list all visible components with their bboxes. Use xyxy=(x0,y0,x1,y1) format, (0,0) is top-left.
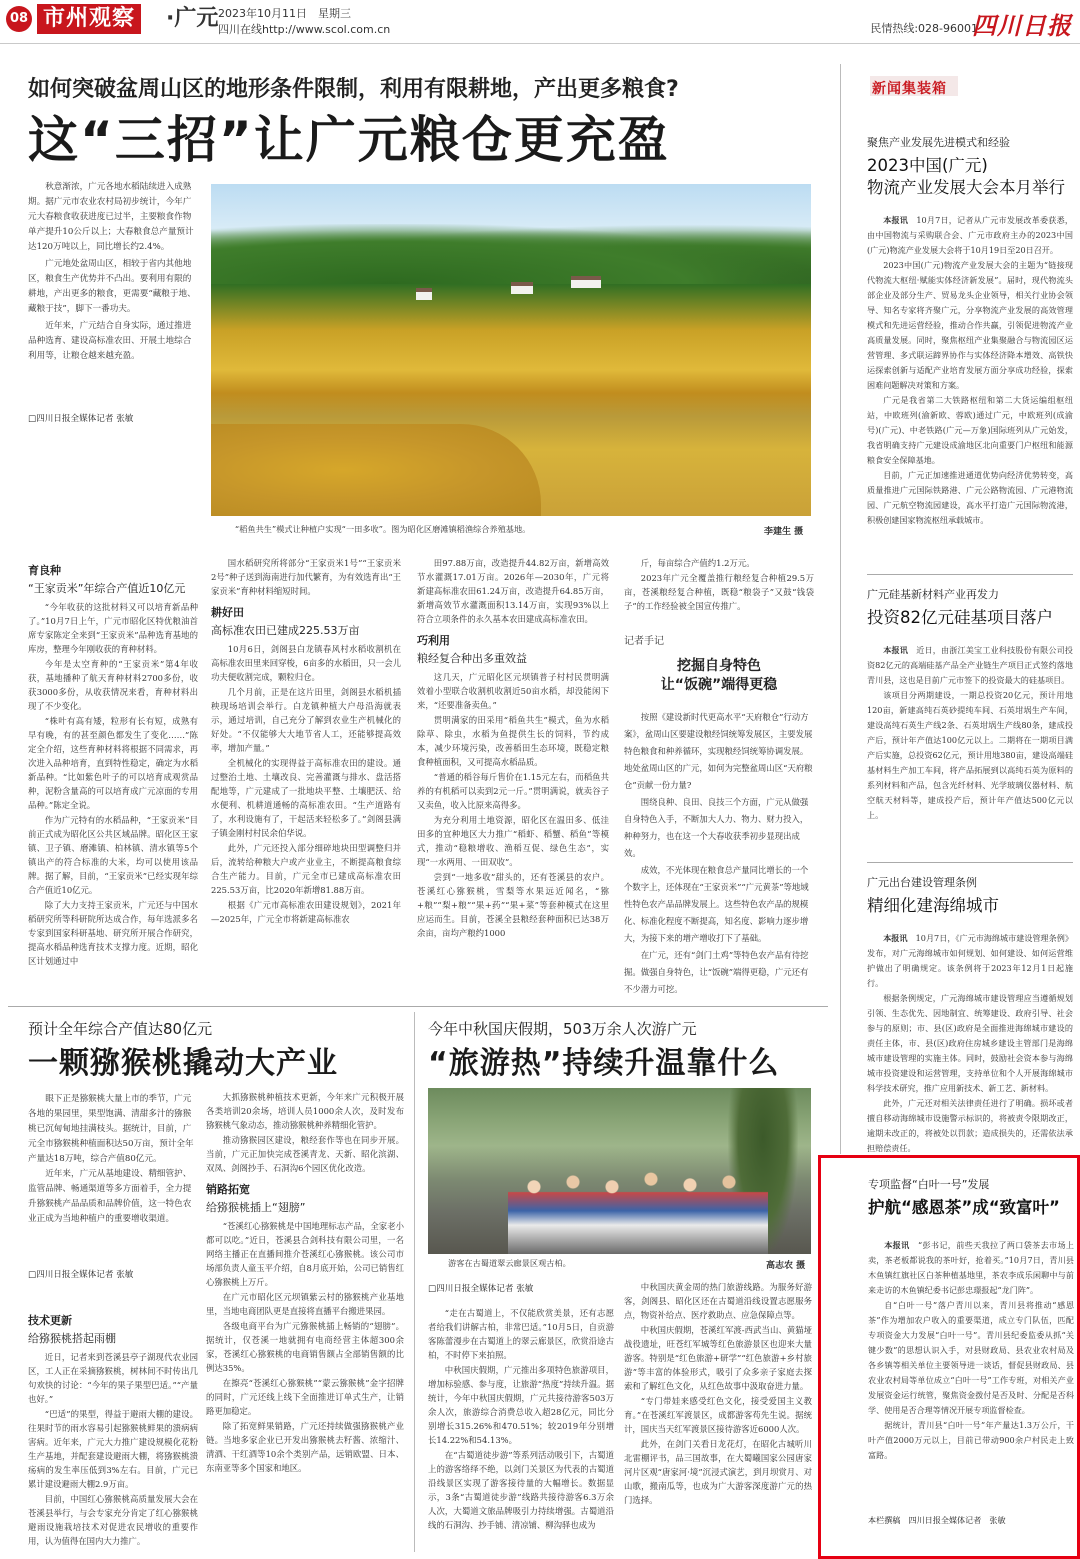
section-divider xyxy=(8,1006,828,1007)
hotline: 民情热线:028-96001 xyxy=(870,22,978,35)
boxed-kicker: 专项监督“白叶一号”发展 xyxy=(868,1178,990,1191)
kiwi-column-1 xyxy=(28,1306,198,1556)
paragraph: “苍溪红心猕猴桃是中国地理标志产品，全家老小都可以吃。”近日，苍溪县合剑科技有限公司里，一名网络主播正在直播间推介苍溪红心猕猴桃。该公司市场部负责人童玉平介绍，自8月底开始，公司已销售红心猕猴桃上万斤。 xyxy=(206,1221,404,1287)
paragraph: 此外，广元还对相关法律责任进行了明确。损坏或者擅自移动海绵城市设施警示标识的，将被责令限期改正，逾期未改正的，将被处以罚款；造成损失的，还需依法承担赔偿责任。 xyxy=(867,1098,1073,1153)
kiwi-headline: 一颗猕猴桃撬动大产业 xyxy=(28,1046,338,1081)
paragraph: 今年是太空育种的“王家贡米”第4年收获，基地播种了航天育种材料2700多份，收获3000多份，从收获情况来看，育种材料出现了不少变化。 xyxy=(28,659,198,711)
brief-title-line: 投资82亿元硅基项目落户 xyxy=(867,608,1053,627)
photo-hills xyxy=(211,224,811,284)
photo-crowd xyxy=(508,1158,768,1254)
paragraph: 围绕良种、良田、良技三个方面，广元从做强自身特色入手，不断加大人力、物力、财力投入，种种努力，也在这一个大春收获季初步显现出成效。 xyxy=(624,797,809,858)
main-headline: 这“三招”让广元粮仓更充盈 xyxy=(28,111,670,169)
lead-tag: 本报讯 xyxy=(884,1240,910,1250)
masthead xyxy=(0,0,1080,44)
lead-tag: 本报讯 xyxy=(883,933,908,943)
lead-paragraph: 秋意渐浓，广元各地水稻陆续进入成熟期。据广元市农业农村局初步统计，今年广元大春粮食收获进度已过半，主要粮食作物单产提升10公斤以上；大春粮食总产量预计达120万吨以上，同比增长约2.4%。 xyxy=(28,182,194,252)
paragraph: 中秋国庆假期，苍溪红军渡-西武当山、黄猫垭战役遗址，旺苍红军城等红色旅游景区也迎来大量游客。特别是“红色旅游+研学”“红色旅游+乡村旅游”等丰富的体验形式，吸引了众多亲子家庭去探索和了解红色文化，从红色故事中汲取奋进力量。 xyxy=(624,1325,812,1391)
brief-title-line: 物流产业发展大会本月举行 xyxy=(867,178,1065,197)
paragraph: 在广元市昭化区元坝镇紫云村的猕猴桃产业基地里，当地电商团队更是直接将直播平台搬进果园。 xyxy=(206,1292,404,1316)
paragraph: 作为广元特有的水稻品种，“王家贡米”目前正式成为昭化区公共区域品牌。昭化区王家镇、卫子镇、磨滩镇、柏林镇、清水镇等5个镇出产的符合标准的大米，均可以使用该品牌。据了解，目前，“王家贡米”已经实现年综合产值近10亿元。 xyxy=(28,815,198,895)
photo-caption: 游客在古蜀道翠云廊景区观古柏。 xyxy=(448,1258,571,1268)
column-divider xyxy=(840,64,841,1154)
tourists-photo xyxy=(428,1088,811,1254)
tourism-headline: “旅游热”持续升温靠什么 xyxy=(428,1046,780,1081)
paragraph: 此外，在剑门关看日龙花灯，在昭化古城听川北雷棚评书，品三国故事，在大蜀曦国家公园唐家河片区观“唐家河·境”沉浸式演艺，到月坝赏月、对山歌，搬南瓜等，也成为广大游客深度游广元的热门选择。 xyxy=(624,1439,812,1505)
photo-credit: 李建生 摄 xyxy=(764,527,804,537)
paragraph xyxy=(867,931,1073,991)
paragraph: 在广元，还有“剑门土鸡”等特色农产品有待挖掘。做强自身特色，让“饭碗”端得更稳，广元还有不少潜力可挖。 xyxy=(624,950,809,994)
photo-credit: 高志农 摄 xyxy=(766,1261,806,1271)
notes-label: 记者手记 xyxy=(624,636,664,647)
paragraph: 目前，广元正加速推进通道优势向经济优势转变，高质量推进广元国际铁路港、广元公路物流园、广元港物流园、广元航空物流园建设，高水平打造广元国际物流港，积极创建国家物流枢纽承载城市。 xyxy=(867,470,1073,525)
main-column-2 xyxy=(211,556,401,996)
brief-sponge-city xyxy=(867,874,1073,1153)
column-subhead-detail: 高标准农田已建成225.53万亩 xyxy=(211,624,360,637)
paragraph: 10月6日，剑阁县白龙镇春风村水稻收割机在高标准农田里来回穿梭，6亩多的水稻田，只一会儿功夫便收割完成，颗粒归仓。 xyxy=(211,644,401,682)
paragraph: 据统计，青川县“白叶一号”年产量达1.3万公斤，干叶产值2000万元以上，目前已带动900余户村民走上致富路。 xyxy=(868,1420,1074,1460)
brief-divider xyxy=(867,862,1073,863)
paragraph: 2023年广元全覆盖推行粮经复合种植29.5万亩，苍溪粮经复合种植，既稳“粮袋子”又鼓“钱袋子”的工作经验被全国宣传推广。 xyxy=(624,573,814,611)
column-subhead-detail: 给猕猴桃插上“翅膀” xyxy=(206,1201,306,1214)
paper-logo: 四川日报 xyxy=(972,11,1072,40)
paragraph: 大抓猕猴桃种植技术更新，今年来广元积极开展各类培训20余场，培训人员1000余人次，及时发布猕猴桃气象动态，推动猕猴桃种养精细化管护。 xyxy=(206,1092,404,1130)
kiwi-column-2 xyxy=(206,1090,404,1556)
main-byline: □四川日报全媒体记者 张敏 xyxy=(28,414,134,424)
column-subhead-detail: 粮经复合种出多重效益 xyxy=(417,652,527,665)
paragraph-text: 近日，由浙江美宝工业科技股份有限公司投资82亿元的高端硅基产品全产业链生产项目正式签约落地青川县，这也是目前广元市签下的投资最大的硅基项目。 xyxy=(867,645,1073,685)
reporter-notes xyxy=(624,632,814,1009)
paragraph: 在擦亮“苍溪红心猕猴桃”“蒙云猕猴桃”金字招牌的同时，广元还线上线下全面推进订单式生产，让销路更加稳定。 xyxy=(206,1378,404,1416)
tourism-column-1 xyxy=(428,1306,614,1556)
brief-title xyxy=(867,895,1073,917)
photo-pond xyxy=(211,424,541,516)
page-number: 08 xyxy=(6,6,32,32)
brief-kicker: 广元出台建设管理条例 xyxy=(867,876,977,889)
paragraph: “普通的稻谷每斤售价在1.15元左右，而稻鱼共养的有机稻可以卖到2元一斤。”贯明满说，就卖谷子又卖鱼，收入比原来高得多。 xyxy=(417,772,609,810)
column-subhead: 技术更新 xyxy=(28,1314,72,1327)
tourism-byline: □四川日报全媒体记者 张敏 xyxy=(428,1284,534,1294)
paragraph: 目前，中国红心猕猴桃高质量发展大会在苍溪县举行，与会专家充分肯定了红心猕猴桃避雨设施栽培技术对促进农民增收的重要作用，认为值得在国内大力推广。 xyxy=(28,1494,198,1546)
main-column-1 xyxy=(28,556,198,996)
paragraph-text: 10月7日，记者从广元市发展改革委获悉，由中国物流与采购联合会、广元市政府主办的2023中国(广元)物流产业发展大会将于10月19日至20日召开。 xyxy=(867,215,1073,255)
photo-house xyxy=(511,282,533,294)
brief-kicker: 广元硅基新材料产业再发力 xyxy=(867,588,999,601)
paragraph: “专门带娃来感受红色文化，接受爱国主义教育。”在苍溪红军渡景区，成都游客苟先生说。据统计，国庆当天红军渡景区接待游客近6000人次。 xyxy=(624,1396,812,1434)
paragraph: 2023中国(广元)物流产业发展大会的主题为“链接现代物流大枢纽·赋能实体经济新发展”。届时，现代物流头部企业及部分生产、贸易龙头企业领导，相关行业协会领导、知名专家将齐聚广元，分享物流产业发展的高效管理模式和先进运营经验，推动合作共赢，引领促进物流产业高质量发展。同时，聚焦枢纽产业集聚融合与物流园区运营管理、多式联运蹄界协作与实体经济降本增效、高铁快运探索创新与适配产业培育发展方面分享成功经验，探索困难问题解决对策和方案。 xyxy=(867,260,1073,390)
boxed-byline: 本栏撰稿 四川日报全媒体记者 张敏 xyxy=(868,1515,1006,1525)
paragraph: 除了拓宽鲜果销路，广元还持续做强猕猴桃产业链。当地多家企业已开发出猕猴桃去籽酱、浓缩汁、清酒、干红酒等10余个类别产品，远销欧盟、日本、东南亚等多个国家和地区。 xyxy=(206,1421,404,1473)
notes-body xyxy=(624,709,814,1009)
brief-silicon xyxy=(867,586,1073,859)
brand-label: 新闻集装箱 xyxy=(872,81,947,97)
paragraph: 除了大力支持王家贡米，广元还与中国水稻研究所等科研院所达成合作，每年选派多名专家到国家科研基地、研究所开展合作研究，提高水稻品种选育技术支撑力度。近期，昭化区计划通过中 xyxy=(28,900,198,966)
column-subhead-detail: 给猕猴桃搭起雨棚 xyxy=(28,1332,116,1345)
lead-tag: 本报讯 xyxy=(883,645,908,655)
section-name: 市州观察 xyxy=(37,4,141,34)
column-subhead: 育良种 xyxy=(28,564,61,577)
paragraph: 成效，不光体现在粮食总产量同比增长的一个个数字上，还体现在“王家贡米”“广元黄茶”等地域性特色农产品品牌发展上。这些特色农产品的规模化、标准化程度不断提高，知名度、影响力逐步增大，为接下来的增产增收打下了基础。 xyxy=(624,865,809,943)
boxed-headline: 护航“感恩茶”成“致富叶” xyxy=(868,1198,1060,1217)
main-column-3 xyxy=(417,556,609,996)
paragraph: 国水稻研究所将部分“王家贡米1号”“王家贡米2号”种子送到海南进行加代繁育，为有效选育出“王家贡米”育种材料缩短时间。 xyxy=(211,558,401,596)
paragraph: “巴适”的果型，得益于避雨大棚的建设。往果时节的雨水容易引起猕猴桃鲜果的溃病病害病。近年来，广元大力推广建设规模化花粉生产基地，并配套建设避雨大棚，将猕猴桃溃疡病的发生率压低到3%左右。目前，广元已累计建设避雨大棚2.9万亩。 xyxy=(28,1409,198,1489)
paragraph: 这几天，广元昭化区元坝镇普子村村民贯明满效着小型联合收割机收割近50亩水稻，却没能闲下来，“还要准备卖鱼。” xyxy=(417,672,609,710)
kiwi-byline: □四川日报全媒体记者 张敏 xyxy=(28,1270,134,1280)
paragraph xyxy=(867,643,1073,688)
notes-title-line: 挖掘自身特色 xyxy=(677,658,761,674)
column-subhead: 巧利用 xyxy=(417,634,450,647)
kiwi-kicker: 预计全年综合产值达80亿元 xyxy=(28,1020,213,1038)
paragraph: 贯明满家的田采用“稻鱼共生”模式，鱼为水稻除草、除虫，水稻为鱼提供生长的饲料，节约成本，减少环境污染，改善稻田生态环境，既稳定粮食种植面积，又可提高水稻品质。 xyxy=(417,715,609,767)
rice-field-photo xyxy=(211,184,811,516)
paragraph: “今年收获的这批材料又可以培育新品种了。”10月7日上午，广元市昭化区特优粮油首席专家陈定全来到“王家贡米”品种选育基地的库房，整理今年刚收获的育种材料。 xyxy=(28,602,198,654)
brief-title-line: 精细化建海绵城市 xyxy=(867,896,999,915)
photo-house xyxy=(571,276,601,288)
brief-body xyxy=(867,643,1073,859)
photo-caption: “稻鱼共生”模式让种植户实现“一田多收”。图为昭化区磨滩镇稻渔综合养殖基地。 xyxy=(235,524,531,534)
paragraph: 根据《广元市高标准农田建设规划》，2021年—2025年，广元全市将新建高标准农 xyxy=(211,900,401,924)
paragraph: 几个月前，正是在这片田里，剑阁县水稻机插秧现场培训会举行。白龙镇种植大户母沿海就表示，通过培训，自己充分了解到农业生产机械化的好处。“不仅能够大大地节省人工，还能够提高效率，增加产量。” xyxy=(211,687,401,753)
column-subhead: 耕好田 xyxy=(211,606,244,619)
paragraph: “走在古蜀道上，不仅能欣赏美景，还有志愿者给我们讲解古柏，非常巴适。”10月5日，自贡游客陈蕾漫步在古蜀道上的翠云廊景区，欣赏沿途古柏，不时停下来拍照。 xyxy=(428,1308,614,1360)
boxed-body xyxy=(868,1238,1074,1508)
paragraph: 此外，广元还投入部分细碎地块田型调整归并后，流转给种粮大户或产业业主，不断提高粮食综合生产能力。目前，广元全市已建成高标准农田225.53万亩，比2020年新增81.88万亩。 xyxy=(211,843,401,895)
notes-title-line: 让“饭碗”端得更稳 xyxy=(660,677,778,693)
paragraph: 尝到“一地多收”甜头的，还有苍溪县的农户。苍溪红心猕猴桃，雪梨等水果远近闻名，“猕+粮”“梨+粮”“果+药”“果+菜”等套种模式在这里应运而生。目前，苍溪全县粮经套种面积已达38万余亩，亩均产粮约1000 xyxy=(417,872,609,938)
paragraph: “株叶有高有矮，粒形有长有短，成熟有早有晚，有的甚至颜色都发生了变化……”陈定全介绍，这些育种材料将根据不同需求，再次进入品种培育，直到特性稳定，确定为水稻新品种。“比如紫色叶子的可以培育成观赏品种，泥粉含量高的可以培育成广元凉面的专用品种。”陈定全说。 xyxy=(28,716,198,810)
issue-date: 2023年10月11日 星期三 xyxy=(218,7,351,20)
paragraph-text: 10月7日，《广元市海绵城市建设管理条例》发布，对广元海绵城市如何规划、如何建设、如何运营维护做出了明确规定。该条例将于2023年12月1日起施行。 xyxy=(867,933,1073,988)
paragraph: 各级电商平台为广元猕猴桃插上畅销的“翅膀”。据统计，仅苍溪一地就拥有电商经营主体超300余家，苍溪红心猕猴桃的电商销售额占全部销售额的比例达35%。 xyxy=(206,1321,404,1373)
section-city: ·广元 xyxy=(166,6,219,31)
paragraph: 为充分利用土地资源，昭化区在温田多、低洼田多的宜种地区大力推广“稻虾、稻蟹、稻鱼”等模式，推动“稳粮增收、渔稻互促、绿色生态”，实现“一水两用、一田双收”。 xyxy=(417,815,609,867)
main-lead xyxy=(28,180,198,366)
brief-title xyxy=(867,607,1073,629)
kiwi-lead xyxy=(28,1092,198,1227)
lead-paragraph: 近年来，广元从基地建设、精细管护、监管品牌、畅通渠道等多方面着手，全力提升猕猴桃产品品质和品牌价值，这一特色农业正成为当地种植户的重要增收渠道。 xyxy=(28,1169,192,1224)
column-subhead-detail: “王家贡米”年综合产值近10亿元 xyxy=(28,582,186,595)
paragraph: 斤，每亩综合产值约1.2万元。 xyxy=(640,558,755,568)
paragraph: 中秋国庆假期，广元推出多项特色旅游项目，增加标验感、参与度，让旅游“热度”持续升温。据统计，今年中秋国庆假期，广元共接待游客503万余人次，旅游综合消费总收入超28亿元，同比分别增长315.26%和470.51%；较2019年分别增长14.22%和54.13%。 xyxy=(428,1365,614,1445)
paragraph: 田97.88万亩，改造提升44.82万亩，新增高效节水灌溉17.01万亩。2026年—2030年，广元将新建高标准农田61.24万亩，改造提升64.85万亩，新增高效节水灌溉面积13.14万亩，实现93%以上符合立项条件的永久基本农田建成高标准农田。 xyxy=(417,558,609,624)
paragraph: 中秋国庆黄金周的热门旅游线路。为服务好游客，剑阁县、昭化区还在古蜀道沿线设置志愿服务点，物资补给点、医疗救助点、应急保障点等。 xyxy=(624,1282,812,1320)
brief-logistics xyxy=(867,134,1073,565)
paragraph: 按照《建设新时代更高水平“天府粮仓”行动方案》，盆周山区要建设粮经饲统筹发展区，主要发展特色粮食和种养循环，实现粮经饲统筹协调发展。地处盆周山区的广元，如何为完整盆周山区“天府粮仓”贡献一份力量? xyxy=(624,712,813,790)
paragraph: 推动猕猴园区建设，粮经套作等也在同步开展。当前，广元正加快完成苍溪青龙、天新、昭化滨湖、双凤、剑阁抄手、石洞沟6个园区优化改造。 xyxy=(206,1135,404,1173)
paragraph: 近日，记者来到苍溪县亭子湖现代农业园区，工人正在采摘猕猴桃，树林间不时传出几句欢快的讨论：“今年的果子果型巴适。”“产量也好。” xyxy=(28,1352,198,1404)
paragraph: 该项目分两期建设，一期总投资20亿元，预计用地120亩，新建高纯石英砂提纯车间、石英坩埚生产车间，建设高纯石英生产线2条、石英坩埚生产线80条，建成投产后，预计年产值达100亿元以上。二期将在一期项目满产后实施，总投资62亿元，预计用地380亩，建设高端硅基材料生产加工车间，将产品拓展到以高纯石英为原料的系列材料和产品，包含光纤材料、光学玻璃仪器材料、航空航天材料等，建成投产后，预计年产值达500亿元以上。 xyxy=(867,690,1073,820)
paragraph-text: “彭书记，前些天我拉了两口袋茶去市场上卖，茶老板都说我的茶叶好，抢着买。”10月7日，青川县木鱼镇红旗社区白茶种植基地里，茶农李成乐闲聊中与前来走访的木鱼镇纪委书记彭忠璟报起“龙门阵”。 xyxy=(868,1240,1074,1295)
column-divider xyxy=(414,1012,415,1552)
tourism-column-2 xyxy=(624,1280,812,1556)
photo-house xyxy=(416,288,432,300)
paragraph: 在“古蜀道徒步游”等系列活动吸引下，古蜀道上的游客络绎不绝，以剑门关景区为代表的古蜀道沿线景区实现了游客接待量的大幅增长。数据显示，3条“古蜀道徒步游”线路共接待游客6.3万余人次，大蜀道文旅品牌吸引力持续增强。古蜀道沿线的石洞沟、抄手铺、清凉铺、柳沟驿也成为 xyxy=(428,1450,614,1530)
news-container-brand xyxy=(870,76,960,100)
lead-paragraph: 广元地处盆周山区，相较于省内其他地区，粮食生产优势并不凸出。要利用有限的耕地，产出更多的粮食，更需要“藏粮于地、藏粮于技”，脚下一番功夫。 xyxy=(28,259,196,314)
paragraph: 广元是我省第二大铁路枢纽和第二大货运编组枢纽站，中欧班列(渝新欧、蓉欧)通过广元，中欧班列(成渝号)(广元)、中老铁路(广元—万象)国际班列从广元始发，我省明确支持广元建设成渝地区北向重要门户枢纽和能源粮食安全保障基地。 xyxy=(867,395,1073,465)
paragraph: 根据条例规定，广元海绵城市建设管理应当遵循规划引领、生态优先、因地制宜、统筹建设、政府引导、社会参与的原则；市、县(区)政府是全面推进海绵城市建设的责任主体，市、县(区)政府住房城乡建设主管部门是海绵城市建设管理的实施主体。同时，鼓励社会资本参与海绵城市投资建设和运营管理，支持单位和个人开展海绵城市科学技术研究，推广应用新技术、新工艺、新材料。 xyxy=(867,993,1073,1093)
paragraph xyxy=(867,213,1073,258)
paragraph: 全机械化的实现得益于高标准农田的建设。通过整治土地、土壤改良、完善灌溉与排水、盘活搭配地等，广元建成了一批地块平整、土壤肥沃、给水便利、机耕道通畅的高标准农田。“生产道路有了，水利设施有了，干起活来轻松多了。”剑阁县满子镇金刚村村民余伯华说。 xyxy=(211,758,401,838)
brief-title xyxy=(867,155,1073,199)
website: 四川在线http://www.scol.com.cn xyxy=(218,23,391,36)
main-kicker: 如何突破盆周山区的地形条件限制，利用有限耕地，产出更多粮食? xyxy=(28,77,679,102)
lead-paragraph: 近年来，广元结合自身实际，通过推进品种选育、建设高标准农田、开展土地综合利用等，让粮仓越来越充盈。 xyxy=(28,321,192,361)
brief-body xyxy=(867,213,1073,565)
brief-kicker: 聚焦产业发展先进模式和经验 xyxy=(867,136,1010,149)
main-column-4 xyxy=(624,556,814,626)
brief-title-line: 2023中国(广元) xyxy=(867,156,988,175)
column-subhead: 销路拓宽 xyxy=(206,1183,250,1196)
brief-divider xyxy=(867,574,1073,575)
notes-title xyxy=(624,657,814,695)
brief-body xyxy=(867,931,1073,1153)
tourism-kicker: 今年中秋国庆假期，503万余人次游广元 xyxy=(428,1020,697,1038)
paragraph xyxy=(868,1238,1074,1298)
paragraph: 自“白叶一号”落户青川以来，青川县将推动“感恩茶”作为增加农户收入的重要渠道，成立专门队伍，匹配专项资金大力发展“白叶一号”。青川县纪委监委从抓“关键少数”的思想认识入手，对县财政局、县农业农村局及各乡镇等相关单位主要领导进一谈话，督促县财政局、县农业农村局等单位成立“白叶一号”工作专班，对相关产业发展资金运行统管，聚焦资金拨付是否及时、分配是否科学、使用是否合理等情况开展专项监督检查。 xyxy=(868,1300,1074,1415)
lead-tag: 本报讯 xyxy=(883,215,909,225)
lead-paragraph: 眼下正是猕猴桃大量上市的季节，广元各地的果园里，果型饱满、清甜多汁的猕猴桃已沉甸甸地挂满枝头。据统计，目前，广元全市猕猴桃种植面积达50万亩，预计全年产量达18万吨，综合产值80亿元。 xyxy=(28,1094,194,1164)
